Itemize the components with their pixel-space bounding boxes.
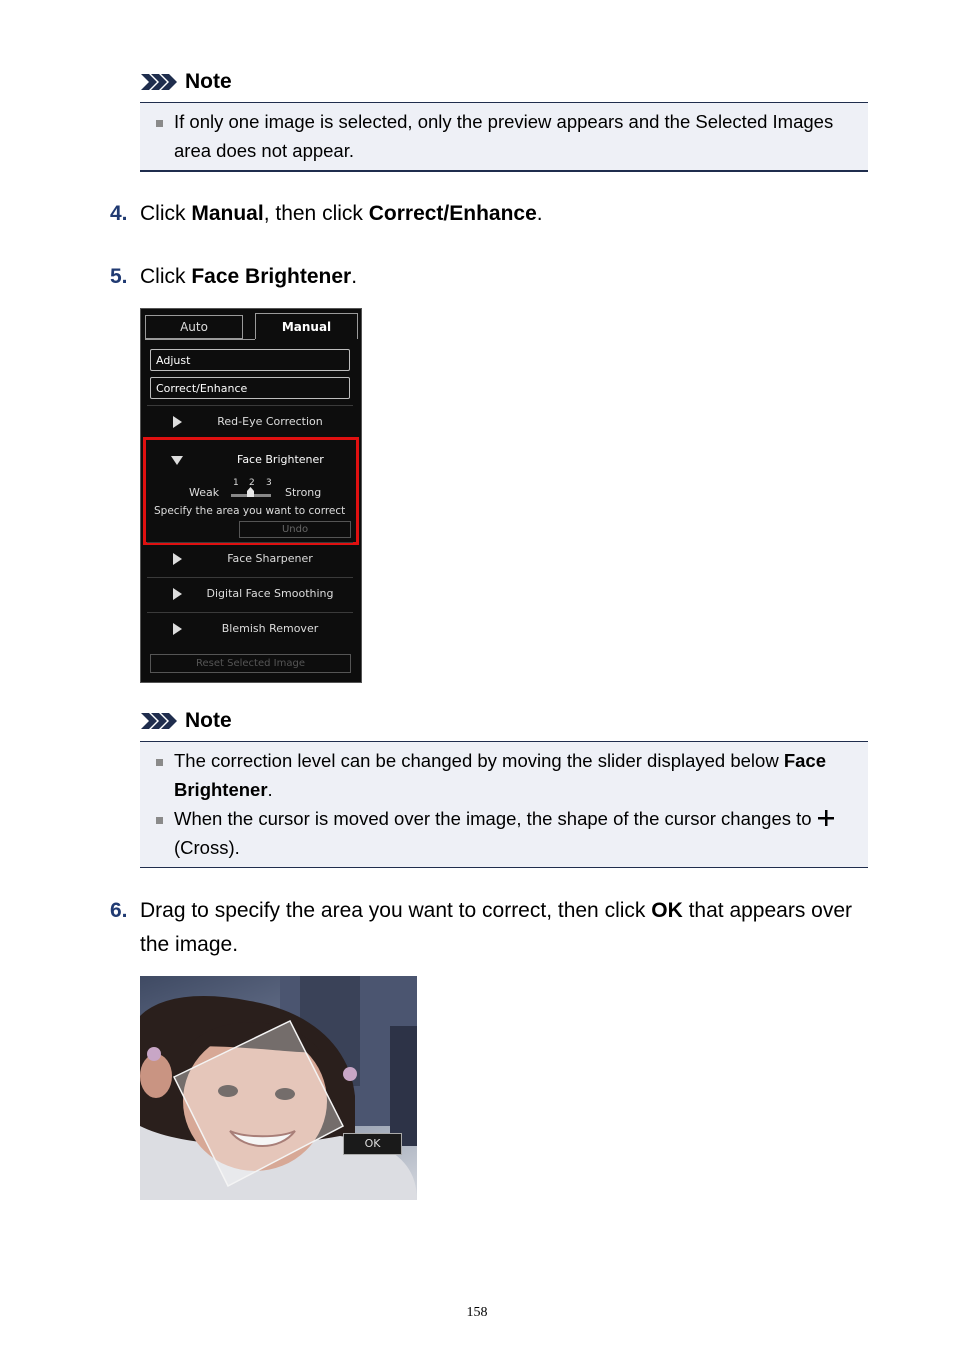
step-number: 4. [110,202,128,225]
note-box [140,102,868,172]
highlight-box [143,437,359,545]
cross-cursor-icon [817,809,835,827]
face-brightener-preview-photo [140,976,417,1200]
note-item: The correction level can be changed by moving the slider displayed below Face Brightener. [164,746,860,804]
step-number: 5. [110,265,128,288]
step-text: Drag to specify the area you want to correct, then click OK that appears over the image. [140,899,853,956]
adjust-button[interactable]: Adjust [150,349,350,371]
bullet-icon [156,120,163,127]
tick-1: 1 [233,478,239,488]
bullet-icon [156,817,163,824]
note-title: Note [185,70,232,93]
correct-enhance-button[interactable]: Correct/Enhance [150,377,350,399]
note-item: If only one image is selected, only the preview appears and the Selected Images area does not appear. [164,107,860,165]
note-header [141,709,232,733]
note-arrows-icon [141,713,179,729]
tick-2: 2 [249,478,255,488]
blemish-remover-row[interactable]: Blemish Remover [147,612,353,644]
ok-button[interactable]: OK [343,1133,402,1155]
undo-button[interactable]: Undo [239,521,351,538]
tab-divider [145,339,255,340]
step-text: Click Face Brightener. [140,265,358,288]
note-box [140,741,868,868]
note-title: Note [185,709,232,732]
note-arrows-icon [141,74,179,90]
page-number: 158 [466,1305,488,1320]
digital-face-smoothing-row[interactable]: Digital Face Smoothing [147,577,353,609]
face-brightener-label: Face Brightener [237,453,324,466]
bullet-icon [156,759,163,766]
tick-3: 3 [266,478,272,488]
tab-manual[interactable]: Manual [255,313,358,339]
girl-photo-image [140,976,417,1200]
note-item: When the cursor is moved over the image, the shape of the cursor changes to (Cross). [164,804,860,862]
step-text: Click Manual, then click Correct/Enhance. [140,202,543,225]
face-sharpener-row[interactable]: Face Sharpener [147,542,353,574]
note-header [141,70,232,94]
reset-selected-image-button[interactable]: Reset Selected Image [150,654,351,673]
specify-area-hint: Specify the area you want to correct [154,505,346,517]
red-eye-correction-row[interactable]: Red-Eye Correction [147,405,353,437]
step-number: 6. [110,899,128,922]
slider-strong-label: Strong [285,486,322,499]
slider-weak-label: Weak [189,486,220,499]
tab-auto[interactable]: Auto [145,315,243,339]
correct-enhance-panel-screenshot [140,308,362,683]
